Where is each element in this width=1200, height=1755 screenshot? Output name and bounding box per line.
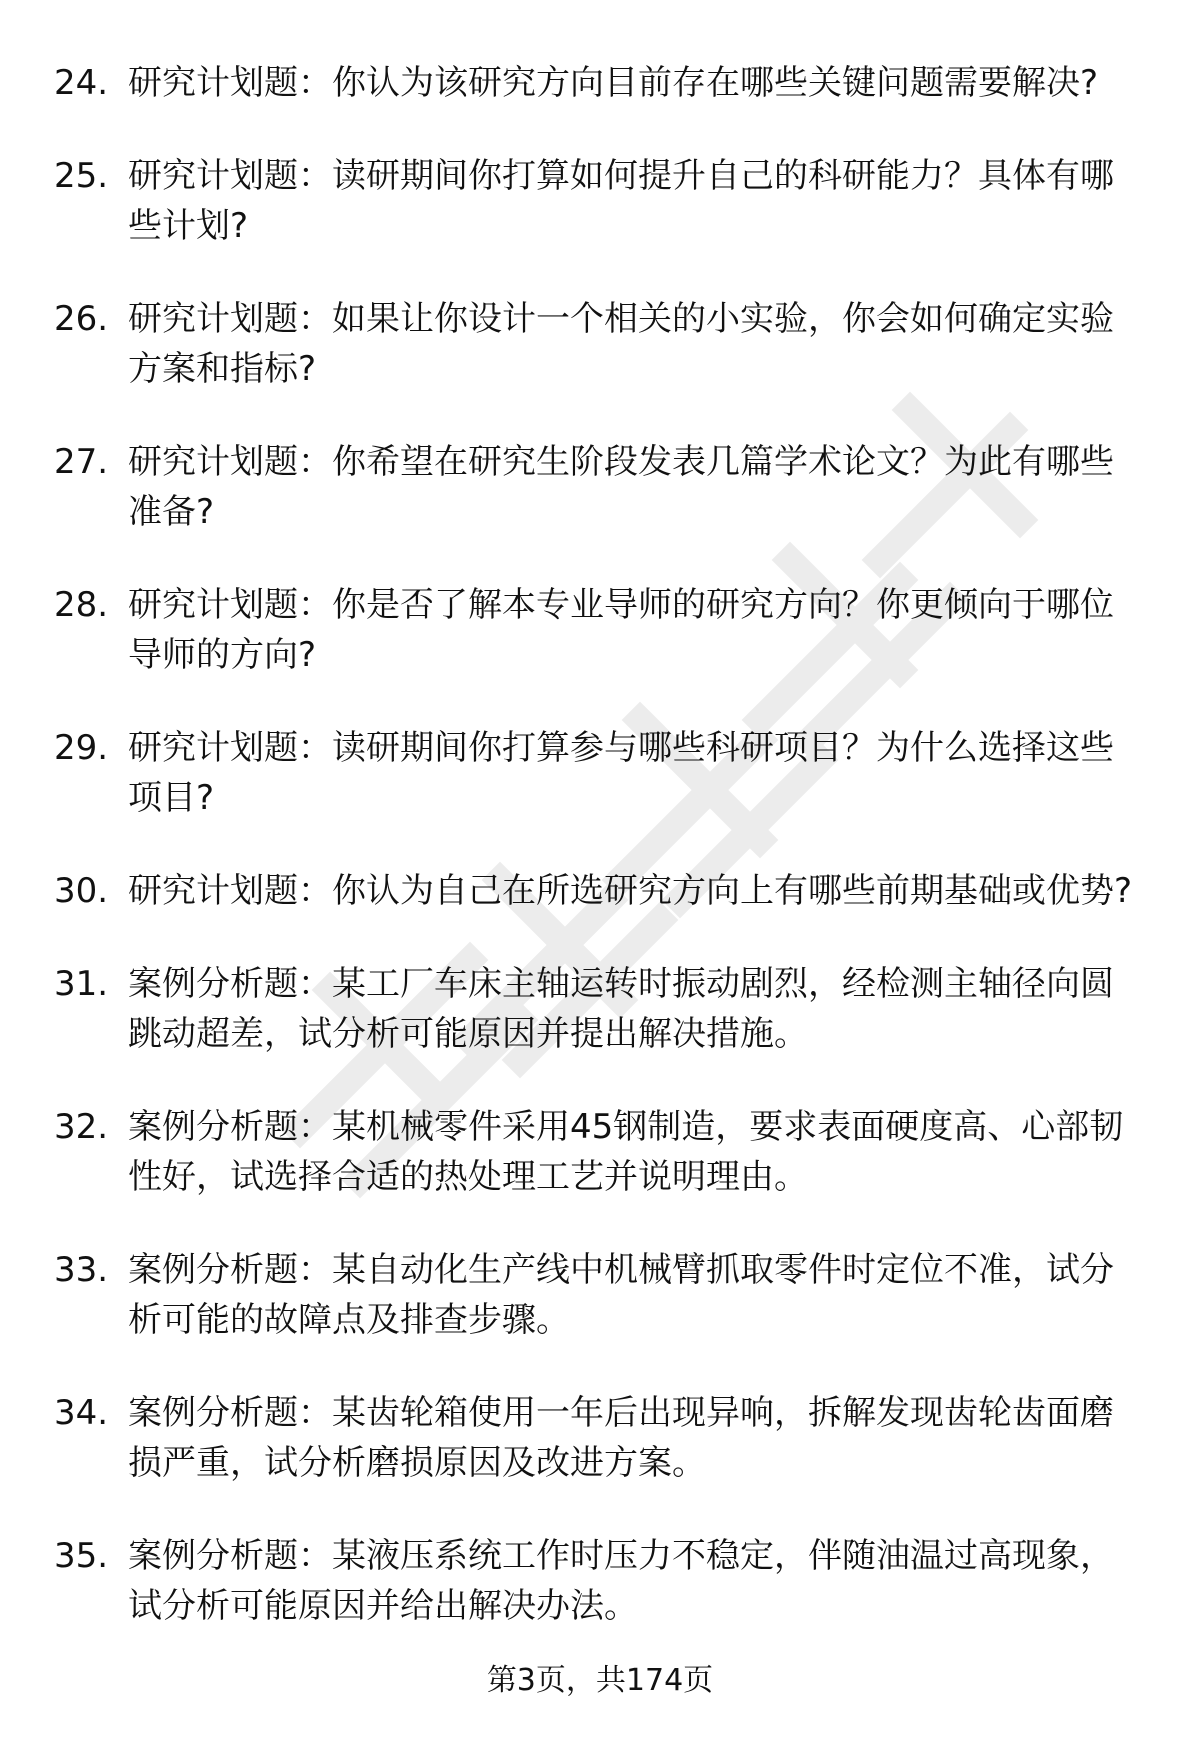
question-text: 案例分析题：某液压系统工作时压力不稳定，伴随油温过高现象，试分析可能原因并给出解决办法。 — [128, 1536, 1114, 1626]
question-text: 案例分析题：某工厂车床主轴运转时振动剧烈，经检测主轴径向圆跳动超差，试分析可能原因并提出解决措施。 — [128, 964, 1114, 1054]
question-number: 35. — [54, 1536, 109, 1576]
question-number: 34. — [54, 1393, 109, 1433]
question-item — [54, 437, 1144, 537]
question-item — [54, 151, 1144, 251]
question-text: 研究计划题：你认为该研究方向目前存在哪些关键问题需要解决? — [128, 63, 1099, 103]
question-number: 25. — [54, 156, 109, 196]
question-number: 26. — [54, 299, 109, 339]
page-footer: 第3页，共174页 — [486, 1663, 714, 1698]
question-text: 研究计划题：读研期间你打算参与哪些科研项目？为什么选择这些项目? — [128, 728, 1114, 818]
question-number: 31. — [54, 964, 109, 1004]
question-text: 案例分析题：某自动化生产线中机械臂抓取零件时定位不准，试分析可能的故障点及排查步骤。 — [128, 1250, 1114, 1340]
question-item — [54, 959, 1144, 1059]
question-text: 案例分析题：某齿轮箱使用一年后出现异响，拆解发现齿轮齿面磨损严重，试分析磨损原因及改进方案。 — [128, 1393, 1114, 1483]
question-list — [54, 58, 1144, 1674]
question-number: 30. — [54, 871, 109, 911]
question-item — [54, 1245, 1144, 1345]
question-number: 24. — [54, 63, 109, 103]
question-number: 27. — [54, 442, 109, 482]
question-item — [54, 723, 1144, 823]
question-number: 29. — [54, 728, 109, 768]
question-item — [54, 866, 1144, 916]
question-text: 研究计划题：你认为自己在所选研究方向上有哪些前期基础或优势? — [128, 871, 1133, 911]
question-item — [54, 58, 1144, 108]
question-item — [54, 1102, 1144, 1202]
question-text: 研究计划题：你是否了解本专业导师的研究方向？你更倾向于哪位导师的方向? — [128, 585, 1114, 675]
question-item — [54, 1531, 1144, 1631]
question-text: 案例分析题：某机械零件采用45钢制造，要求表面硬度高、心部韧性好，试选择合适的热处理工艺并说明理由。 — [128, 1107, 1124, 1197]
question-text: 研究计划题：你希望在研究生阶段发表几篇学术论文？为此有哪些准备? — [128, 442, 1114, 532]
question-item — [54, 1388, 1144, 1488]
question-number: 33. — [54, 1250, 109, 1290]
question-text: 研究计划题：如果让你设计一个相关的小实验，你会如何确定实验方案和指标? — [128, 299, 1114, 389]
question-text: 研究计划题：读研期间你打算如何提升自己的科研能力？具体有哪些计划? — [128, 156, 1114, 246]
question-item — [54, 580, 1144, 680]
question-number: 32. — [54, 1107, 109, 1147]
question-number: 28. — [54, 585, 109, 625]
question-item — [54, 294, 1144, 394]
